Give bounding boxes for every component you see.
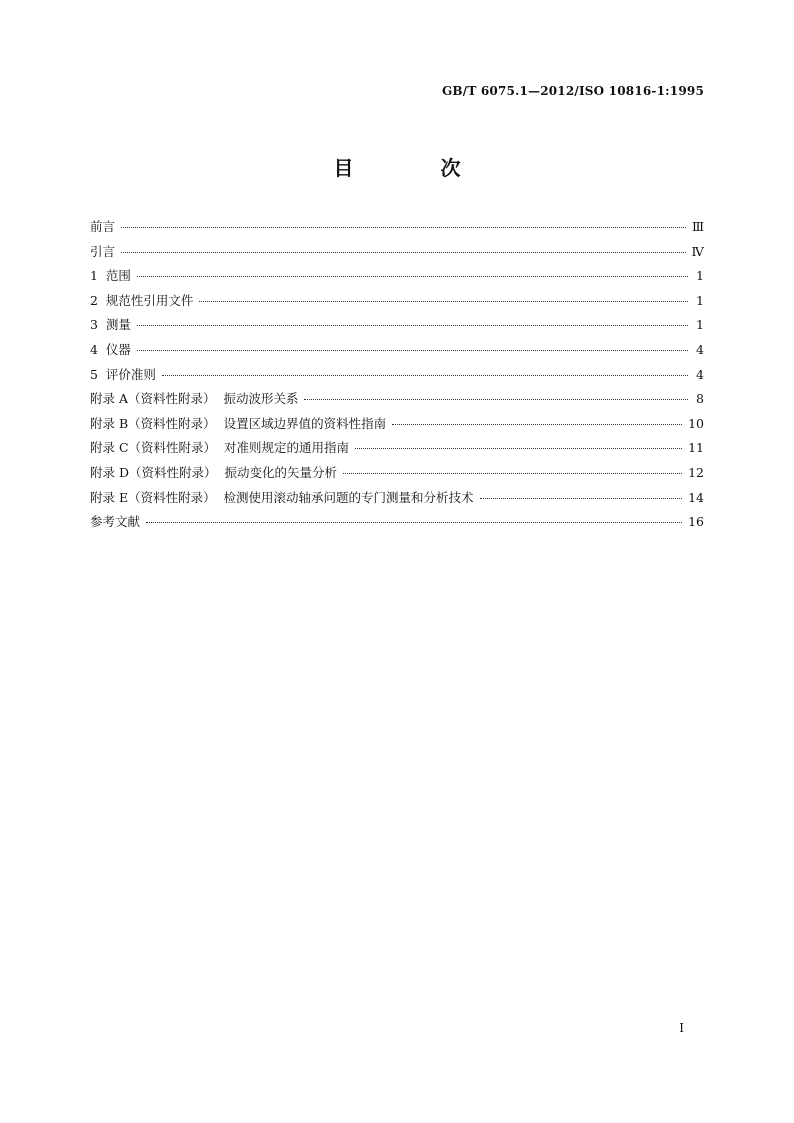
page-title: 目 次: [333, 156, 501, 180]
table-of-contents: [90, 217, 704, 537]
toc-entry-page: 4: [696, 341, 704, 357]
document-header: [442, 84, 704, 98]
toc-entry-page: 4: [696, 366, 704, 382]
toc-entry-normative-references[interactable]: [90, 291, 704, 316]
toc-leader-dots: [146, 522, 682, 523]
toc-entry-label: 引言: [90, 243, 116, 259]
toc-leader-dots: [343, 473, 682, 474]
toc-entry-label: 附录 A（资料性附录） 振动波形关系: [90, 391, 299, 407]
toc-entry-label: 4 仪器: [90, 341, 131, 357]
toc-leader-dots: [480, 498, 683, 499]
toc-leader-dots: [137, 325, 688, 326]
toc-entry-page: 16: [688, 514, 704, 530]
toc-leader-dots: [121, 252, 685, 253]
toc-entry-instrumentation[interactable]: [90, 340, 704, 365]
toc-leader-dots: [392, 424, 682, 425]
toc-entry-page: 1: [696, 292, 704, 308]
toc-leader-dots: [199, 301, 688, 302]
toc-entry-label: 1 范围: [90, 268, 131, 284]
toc-entry-annex-e[interactable]: [90, 488, 704, 513]
toc-entry-page: 11: [688, 440, 704, 456]
toc-entry-label: 参考文献: [90, 514, 141, 530]
toc-entry-bibliography[interactable]: [90, 512, 704, 537]
toc-leader-dots: [304, 399, 688, 400]
toc-entry-label: 2 规范性引用文件: [90, 292, 194, 308]
toc-entry-label: 附录 D（资料性附录） 振动变化的矢量分析: [90, 464, 337, 480]
toc-entry-page: 1: [696, 268, 704, 284]
toc-entry-page: 1: [696, 317, 704, 333]
toc-entry-page: 14: [688, 489, 704, 505]
toc-entry-annex-a[interactable]: [90, 389, 704, 414]
toc-entry-annex-b[interactable]: [90, 414, 704, 439]
toc-entry-preface[interactable]: [90, 217, 704, 242]
page-number: Ⅰ: [679, 1021, 684, 1035]
toc-entry-label: 附录 B（资料性附录） 设置区域边界值的资料性指南: [90, 415, 387, 431]
toc-entry-label: 附录 E（资料性附录） 检测使用滚动轴承问题的专门测量和分析技术: [90, 489, 474, 505]
toc-entry-page: Ⅲ: [691, 219, 704, 234]
toc-entry-page: 8: [696, 391, 704, 407]
toc-entry-label: 3 测量: [90, 317, 131, 333]
toc-entry-label: 附录 C（资料性附录） 对准则规定的通用指南: [90, 440, 349, 456]
standard-number: GB/T 6075.1—2012/ISO 10816-1:1995: [441, 84, 704, 98]
toc-entry-page: 12: [688, 464, 704, 480]
toc-entry-page: Ⅳ: [691, 243, 704, 259]
toc-entry-scope[interactable]: [90, 266, 704, 291]
toc-entry-annex-c[interactable]: [90, 438, 704, 463]
toc-leader-dots: [121, 227, 686, 228]
toc-leader-dots: [137, 276, 688, 277]
toc-entry-introduction[interactable]: [90, 242, 704, 267]
toc-leader-dots: [355, 448, 682, 449]
toc-entry-annex-d[interactable]: [90, 463, 704, 488]
toc-entry-measurement[interactable]: [90, 315, 704, 340]
toc-entry-label: 5 评价准则: [90, 366, 156, 382]
toc-entry-evaluation-criteria[interactable]: [90, 365, 704, 390]
toc-leader-dots: [162, 375, 688, 376]
toc-entry-label: 前言: [90, 219, 116, 234]
toc-leader-dots: [137, 350, 688, 351]
toc-entry-page: 10: [688, 415, 704, 431]
